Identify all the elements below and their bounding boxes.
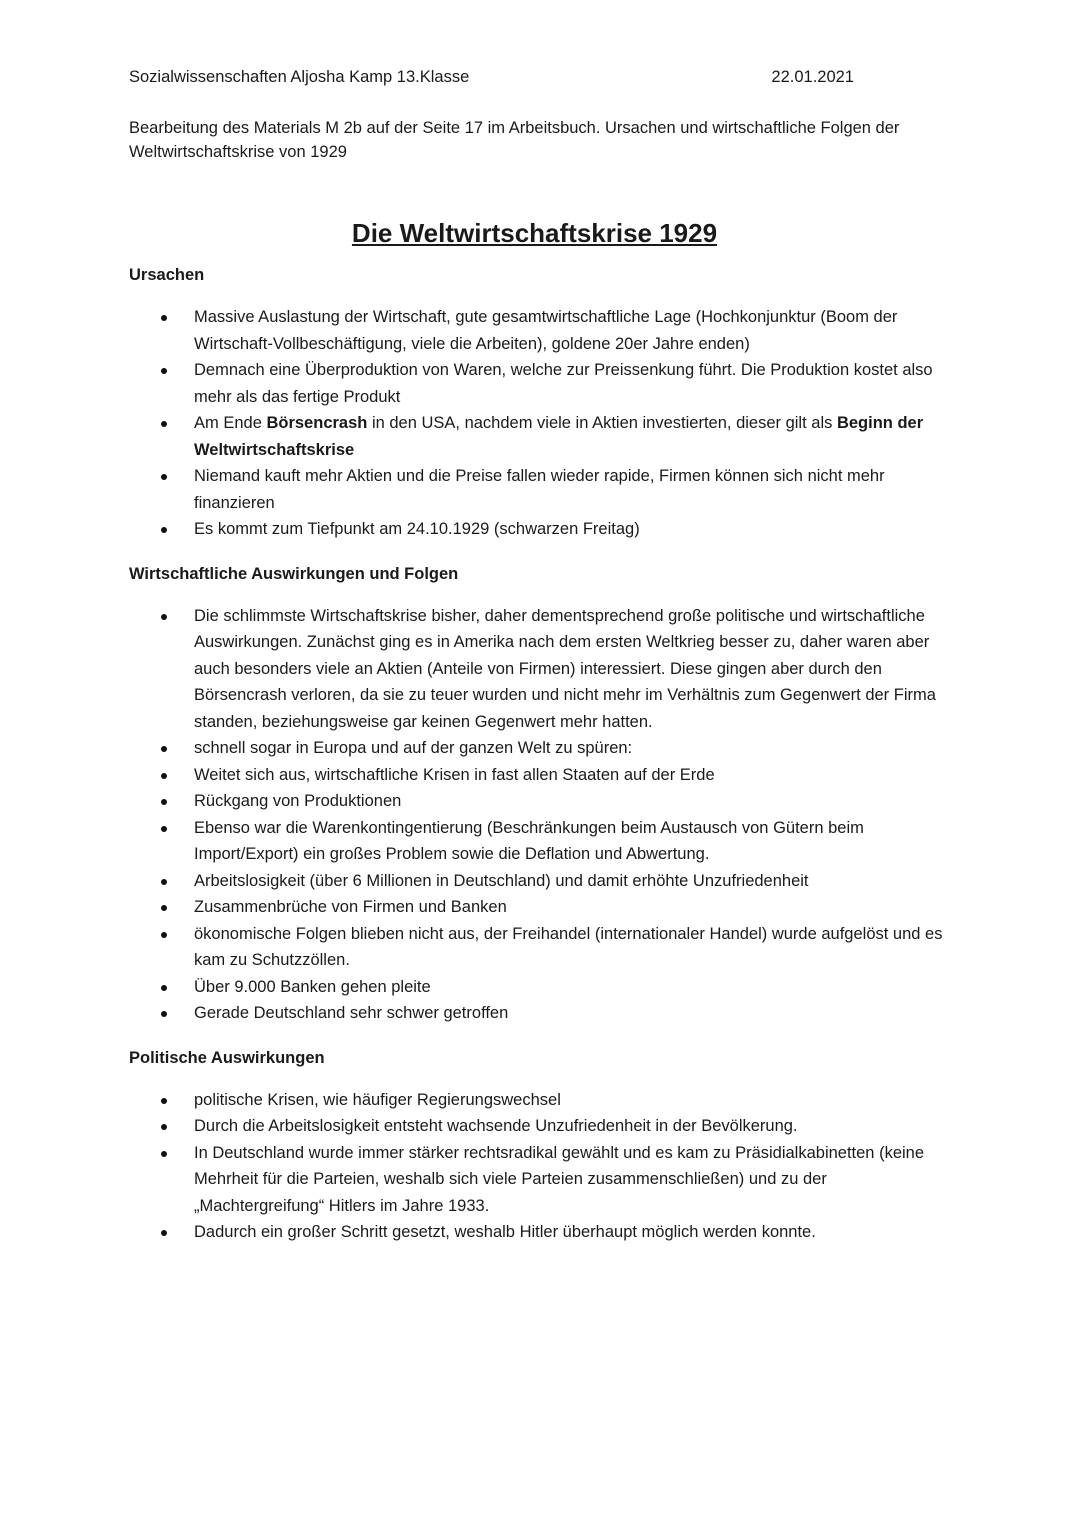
bullet-icon [161, 474, 167, 480]
list-item: Gerade Deutschland sehr schwer getroffen [129, 1000, 954, 1027]
bullet-icon [161, 985, 167, 991]
bullet-icon [161, 368, 167, 374]
intro-paragraph: Bearbeitung des Materials M 2b auf der Seite 17 im Arbeitsbuch. Ursachen und wirtschaftliche Folgen der Weltwirtschaftskrise von 1929 [129, 119, 900, 161]
bullet-icon [161, 905, 167, 911]
bullet-icon [161, 826, 167, 832]
bullet-icon [161, 1151, 167, 1157]
list-item: Durch die Arbeitslosigkeit entsteht wachsende Unzufriedenheit in der Bevölkerung. [129, 1113, 954, 1140]
list-item: schnell sogar in Europa und auf der ganzen Welt zu spüren: [129, 735, 954, 762]
list-item: Demnach eine Überproduktion von Waren, welche zur Preissenkung führt. Die Produktion kostet also mehr als das fertige Produkt [129, 357, 954, 410]
section-heading-political: Politische Auswirkungen [129, 1048, 325, 1067]
bullet-icon [161, 1011, 167, 1017]
bullet-icon [161, 614, 167, 620]
list-item: Weitet sich aus, wirtschaftliche Krisen in fast allen Staaten auf der Erde [129, 762, 954, 789]
list-item: Massive Auslastung der Wirtschaft, gute gesamtwirtschaftliche Lage (Hochkonjunktur (Boom der Wirtschaft-Vollbeschäftigung, viele die Arbeiten), goldene 20er Jahre enden) [129, 304, 954, 357]
list-item: Es kommt zum Tiefpunkt am 24.10.1929 (schwarzen Freitag) [129, 516, 954, 543]
bullet-icon [161, 1230, 167, 1236]
header-subject-author: Sozialwissenschaften Aljosha Kamp 13.Klasse [129, 68, 470, 86]
bullet-icon [161, 746, 167, 752]
bullet-icon [161, 527, 167, 533]
list-item: Dadurch ein großer Schritt gesetzt, weshalb Hitler überhaupt möglich werden konnte. [129, 1219, 954, 1246]
bold-term-beginn: Beginn der Weltwirtschaftskrise [194, 414, 924, 459]
section-heading-economic: Wirtschaftliche Auswirkungen und Folgen [129, 564, 459, 583]
bullet-icon [161, 1098, 167, 1104]
bullet-icon [161, 799, 167, 805]
section-heading-causes: Ursachen [129, 266, 205, 284]
list-item: Zusammenbrüche von Firmen und Banken [129, 894, 954, 921]
bullet-icon [161, 932, 167, 938]
bullet-icon [161, 1124, 167, 1130]
bullet-icon [161, 421, 167, 427]
page-header [129, 66, 952, 88]
list-item: Am Ende Börsencrash in den USA, nachdem viele in Aktien investierten, dieser gilt als Beginn der Weltwirtschaftskrise [129, 410, 954, 463]
causes-list [129, 304, 952, 543]
list-item: Die schlimmste Wirtschaftskrise bisher, daher dementsprechend große politische und wirtschaftliche Auswirkungen. Zunächst ging es in Amerika nach dem ersten Weltkrieg besser zu, daher waren aber auch besonders viele an Aktien (Anteile von Firmen) interessiert. Diese gingen aber durch den Börsencrash verloren, da sie zu teuer wurden und nicht mehr im Verhältnis zum Gegenwert der Firma standen, beziehungsweise gar keinen Gegenwert mehr hatten. [129, 603, 954, 736]
bold-term-boersencrash: Börsencrash [266, 414, 368, 432]
bullet-icon [161, 879, 167, 885]
economic-effects-list [129, 603, 952, 1027]
list-item: In Deutschland wurde immer stärker rechtsradikal gewählt und es kam zu Präsidialkabinetten (keine Mehrheit für die Parteien, weshalb sich viele Parteien zusammenschließen) und zu der „Machtergreifung“ Hitlers im Jahre 1933. [129, 1140, 954, 1220]
document-title: Die Weltwirtschaftskrise 1929 [351, 218, 718, 248]
list-item: Ebenso war die Warenkontingentierung (Beschränkungen beim Austausch von Gütern beim Import/Export) ein großes Problem sowie die Deflation und Abwertung. [129, 815, 954, 868]
list-item: politische Krisen, wie häufiger Regierungswechsel [129, 1087, 954, 1114]
list-item: Rückgang von Produktionen [129, 788, 954, 815]
list-item: ökonomische Folgen blieben nicht aus, der Freihandel (internationaler Handel) wurde aufgelöst und es kam zu Schutzzöllen. [129, 921, 954, 974]
header-date: 22.01.2021 [771, 68, 854, 86]
bullet-icon [161, 315, 167, 321]
political-effects-list [129, 1087, 952, 1246]
list-item: Arbeitslosigkeit (über 6 Millionen in Deutschland) und damit erhöhte Unzufriedenheit [129, 868, 954, 895]
list-item: Über 9.000 Banken gehen pleite [129, 974, 954, 1001]
bullet-icon [161, 773, 167, 779]
list-item: Niemand kauft mehr Aktien und die Preise fallen wieder rapide, Firmen können sich nicht mehr finanzieren [129, 463, 954, 516]
